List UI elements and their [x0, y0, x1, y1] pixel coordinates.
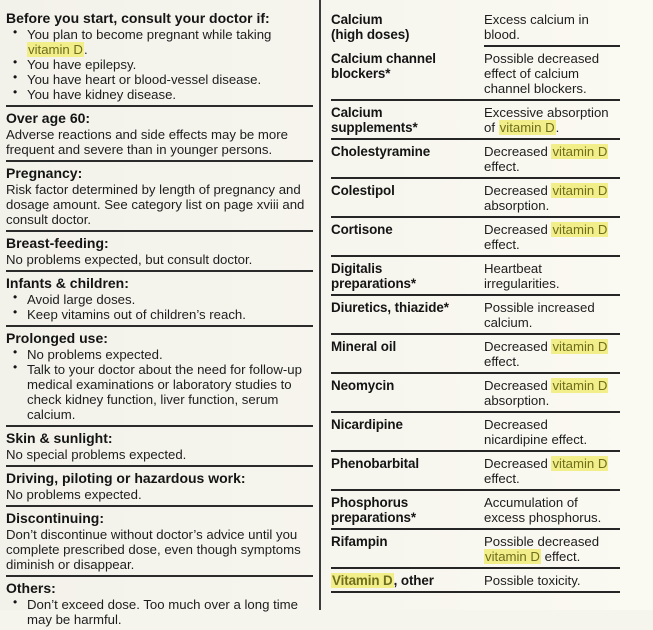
bullet-icon: • — [13, 70, 18, 84]
text-segment: No problems expected. — [27, 347, 163, 362]
effect-cell — [484, 378, 620, 408]
bullet-item — [6, 307, 313, 322]
drug-name-line — [331, 144, 484, 159]
text-segment: irregularities. — [484, 276, 560, 291]
left-section — [6, 327, 313, 427]
text-segment: You have heart or blood-vessel disease. — [27, 72, 262, 87]
text-segment: channel blockers. — [484, 81, 587, 96]
text-segment: Decreased — [484, 339, 552, 354]
section-heading: Infants & children: — [6, 275, 129, 291]
drug-name-cell — [331, 495, 484, 525]
text-segment: Phosphorus — [331, 495, 409, 510]
text-segment: Decreased — [484, 183, 552, 198]
effect-line — [484, 51, 620, 66]
text-segment: Decreased — [484, 144, 552, 159]
left-section — [6, 577, 313, 630]
text-segment: Heartbeat — [484, 261, 542, 276]
drug-name-cell — [331, 378, 484, 408]
bullet-icon: • — [13, 290, 18, 304]
text-segment: effect. — [484, 159, 520, 174]
drug-name-cell — [331, 534, 484, 564]
interaction-row — [331, 257, 620, 296]
section-heading: Skin & sunlight: — [6, 430, 113, 446]
section-paragraph — [6, 527, 313, 572]
text-segment: No special problems expected. — [6, 447, 187, 462]
drug-name-line — [331, 456, 484, 471]
text-segment: Calcium channel — [331, 51, 436, 66]
text-segment: effect of calcium — [484, 66, 580, 81]
bullet-item — [6, 27, 313, 57]
bullet-item — [6, 72, 313, 87]
effect-line — [484, 495, 620, 510]
section-paragraph — [6, 252, 313, 267]
drug-name-cell — [331, 144, 484, 174]
effect-line — [484, 12, 620, 27]
drug-name-line — [331, 300, 484, 315]
text-segment: . — [83, 42, 88, 57]
bullet-icon: • — [13, 25, 18, 39]
effect-line — [484, 183, 620, 198]
effect-cell — [484, 261, 620, 291]
text-segment: Cortisone — [331, 222, 393, 237]
vitamin-d-highlight: vitamin D — [552, 339, 608, 354]
text-segment: Possible decreased — [484, 51, 600, 66]
text-segment: Nicardipine — [331, 417, 403, 432]
interaction-row — [331, 218, 620, 257]
effect-line — [484, 510, 620, 525]
text-segment: Risk factor determined by length of pregnancy and dosage amount. See category list on page xviii and consult doctor. — [6, 182, 305, 227]
interaction-row — [331, 47, 620, 101]
drug-name-line — [331, 51, 484, 66]
text-segment: , other — [393, 573, 434, 588]
section-heading: Driving, piloting or hazardous work: — [6, 470, 246, 486]
section-heading: Breast-feeding: — [6, 235, 109, 251]
vitamin-d-highlight: vitamin D — [552, 378, 608, 393]
drug-name-line — [331, 495, 484, 510]
text-segment: of — [484, 120, 499, 135]
interaction-row — [331, 101, 620, 140]
drug-name-line — [331, 510, 484, 525]
text-segment: blockers* — [331, 66, 391, 81]
effect-cell — [484, 183, 620, 213]
text-segment: Phenobarbital — [331, 456, 419, 471]
effect-line — [484, 144, 620, 159]
vitamin-d-highlight: vitamin D — [552, 222, 608, 237]
left-section — [6, 107, 313, 162]
text-segment: Mineral oil — [331, 339, 397, 354]
text-segment: excess phosphorus. — [484, 510, 602, 525]
text-segment: Keep vitamins out of children’s reach. — [27, 307, 246, 322]
drug-name-line — [331, 27, 484, 42]
drug-name-line — [331, 534, 484, 549]
interaction-row — [331, 140, 620, 179]
interaction-row — [331, 374, 620, 413]
left-section — [6, 272, 313, 327]
text-segment: effect. — [484, 471, 520, 486]
left-section — [6, 467, 313, 507]
text-segment: Don’t discontinue without doctor’s advice until you complete prescribed dose, even though symptoms diminish or disappear. — [6, 527, 301, 572]
interaction-row — [331, 491, 620, 530]
text-segment: Decreased — [484, 378, 552, 393]
text-segment: Calcium — [331, 12, 383, 27]
effect-line — [484, 237, 620, 252]
effect-line — [484, 159, 620, 174]
text-segment: absorption. — [484, 393, 550, 408]
text-segment: Possible increased — [484, 300, 595, 315]
text-segment: nicardipine effect. — [484, 432, 588, 447]
text-segment: Cholestyramine — [331, 144, 431, 159]
drug-name-line — [331, 105, 484, 120]
drug-name-line — [331, 417, 484, 432]
effect-line — [484, 198, 620, 213]
text-segment: Avoid large doses. — [27, 292, 136, 307]
effect-line — [484, 120, 620, 135]
section-paragraph — [6, 127, 313, 157]
effect-line — [484, 66, 620, 81]
effect-line — [484, 573, 620, 588]
effect-cell — [484, 12, 620, 47]
interaction-row — [331, 296, 620, 335]
left-section — [6, 232, 313, 272]
section-heading: Others: — [6, 580, 56, 596]
effect-line — [484, 393, 620, 408]
left-section — [6, 10, 313, 107]
text-segment: Digitalis — [331, 261, 383, 276]
effect-line — [484, 534, 620, 549]
section-heading: Discontinuing: — [6, 510, 104, 526]
bullet-item — [6, 597, 313, 627]
vitamin-d-highlight: Vitamin D — [332, 573, 393, 588]
text-segment: You have epilepsy. — [27, 57, 137, 72]
text-segment: absorption. — [484, 198, 550, 213]
vitamin-d-highlight: vitamin D — [28, 42, 83, 57]
effect-cell — [484, 495, 620, 525]
text-segment: No problems expected, but consult doctor. — [6, 252, 253, 267]
bullet-item — [6, 292, 313, 307]
effect-line — [484, 261, 620, 276]
vitamin-d-highlight: vitamin D — [552, 144, 608, 159]
text-segment: effect. — [484, 354, 520, 369]
interaction-row — [331, 413, 620, 452]
drug-name-cell — [331, 12, 484, 47]
drug-name-line — [331, 120, 484, 135]
effect-cell — [484, 456, 620, 486]
bullet-icon: • — [13, 345, 18, 359]
vitamin-d-highlight: vitamin D — [552, 183, 608, 198]
effect-line — [484, 471, 620, 486]
drug-name-cell — [331, 105, 484, 135]
drug-name-line — [331, 276, 484, 291]
effect-cell — [484, 51, 620, 96]
effect-cell — [484, 105, 620, 135]
text-segment: You have kidney disease. — [27, 87, 177, 102]
text-segment: calcium. — [484, 315, 533, 330]
text-segment: effect. — [540, 549, 581, 564]
section-paragraph — [6, 487, 313, 502]
left-section — [6, 427, 313, 467]
effect-line — [484, 354, 620, 369]
text-segment: blood. — [484, 27, 520, 42]
drug-name-line — [331, 222, 484, 237]
bullet-text — [27, 362, 302, 422]
text-segment: Talk to your doctor about the need for follow-up medical examinations or laboratory studies to check kidney function, liver function, serum calcium. — [27, 362, 302, 422]
effect-cell — [484, 339, 620, 369]
bullet-text — [27, 347, 163, 362]
text-segment: Decreased — [484, 456, 552, 471]
text-segment: (high doses) — [331, 27, 410, 42]
text-segment: Accumulation of — [484, 495, 578, 510]
bullet-text — [27, 307, 246, 322]
bullet-item — [6, 57, 313, 72]
text-segment: Decreased — [484, 222, 552, 237]
left-section — [6, 507, 313, 577]
drug-name-line — [331, 66, 484, 81]
section-paragraph — [6, 447, 313, 462]
text-segment: Possible toxicity. — [484, 573, 581, 588]
drug-name-cell — [331, 456, 484, 486]
effect-line — [484, 300, 620, 315]
left-column — [0, 0, 319, 630]
bullet-text — [27, 57, 136, 72]
drug-name-cell — [331, 261, 484, 291]
text-segment: preparations* — [331, 510, 417, 525]
effect-line — [484, 222, 620, 237]
section-heading: Over age 60: — [6, 110, 91, 126]
effect-line — [484, 105, 620, 120]
section-paragraph — [6, 182, 313, 227]
text-segment: Possible decreased — [484, 534, 600, 549]
effect-cell — [484, 534, 620, 564]
interactions-table — [321, 0, 653, 593]
text-segment: Colestipol — [331, 183, 395, 198]
bullet-icon: • — [13, 360, 18, 374]
drug-name-cell — [331, 183, 484, 213]
text-segment: Don’t exceed dose. Too much over a long time may be harmful. — [27, 597, 298, 627]
bullet-text — [27, 72, 261, 87]
interaction-row — [331, 179, 620, 218]
effect-line — [484, 81, 620, 96]
effect-line — [484, 432, 620, 447]
text-segment: Diuretics, thiazide* — [331, 300, 449, 315]
bullet-text — [27, 87, 176, 102]
text-segment: supplements* — [331, 120, 418, 135]
drug-name-cell — [331, 51, 484, 96]
drug-name-line — [331, 183, 484, 198]
drug-name-cell — [331, 222, 484, 252]
effect-line — [484, 315, 620, 330]
effect-cell — [484, 417, 620, 447]
section-heading: Pregnancy: — [6, 165, 83, 181]
interaction-row — [331, 569, 620, 593]
interaction-row — [331, 452, 620, 491]
interaction-row — [331, 530, 620, 569]
drug-name-line — [331, 573, 484, 588]
bullet-icon: • — [13, 85, 18, 99]
bullet-icon: • — [13, 305, 18, 319]
text-segment: Calcium — [331, 105, 383, 120]
bullet-item — [6, 87, 313, 102]
effect-cell — [484, 300, 620, 330]
text-segment: preparations* — [331, 276, 417, 291]
text-segment: No problems expected. — [6, 487, 142, 502]
bullet-icon: • — [13, 595, 18, 609]
vitamin-d-highlight: vitamin D — [485, 549, 540, 564]
effect-line — [484, 549, 620, 564]
bullet-icon: • — [13, 55, 18, 69]
drug-name-cell — [331, 300, 484, 330]
effect-line — [484, 276, 620, 291]
section-heading: Prolonged use: — [6, 330, 108, 346]
interaction-row — [331, 335, 620, 374]
text-segment: Excess calcium in — [484, 12, 589, 27]
interaction-row — [331, 0, 620, 47]
drug-name-line — [331, 378, 484, 393]
effect-line — [484, 339, 620, 354]
text-segment: Excessive absorption — [484, 105, 609, 120]
drug-name-cell — [331, 417, 484, 447]
vitamin-d-highlight: vitamin D — [499, 120, 555, 135]
bullet-text — [27, 597, 298, 627]
effect-cell — [484, 144, 620, 174]
effect-line — [484, 456, 620, 471]
effect-line — [484, 417, 620, 432]
bullet-item — [6, 362, 313, 422]
bullet-item — [6, 347, 313, 362]
drug-name-line — [331, 12, 484, 27]
bullet-text — [27, 292, 135, 307]
effect-line — [484, 378, 620, 393]
text-segment: Rifampin — [331, 534, 388, 549]
text-segment: Decreased — [484, 417, 548, 432]
drug-name-cell — [331, 339, 484, 369]
drug-name-line — [331, 339, 484, 354]
drug-name-line — [331, 261, 484, 276]
text-segment: You plan to become pregnant while taking — [27, 27, 272, 42]
text-segment: Neomycin — [331, 378, 395, 393]
text-segment: Adverse reactions and side effects may be more frequent and severe than in younger persons. — [6, 127, 288, 157]
effect-line — [484, 27, 620, 42]
text-segment: . — [555, 120, 560, 135]
effect-cell — [484, 573, 620, 588]
section-heading: Before you start, consult your doctor if: — [6, 10, 270, 26]
bullet-text — [27, 27, 271, 57]
drug-name-cell — [331, 573, 484, 588]
effect-cell — [484, 222, 620, 252]
vitamin-d-highlight: vitamin D — [552, 456, 608, 471]
text-segment: effect. — [484, 237, 520, 252]
left-section — [6, 162, 313, 232]
